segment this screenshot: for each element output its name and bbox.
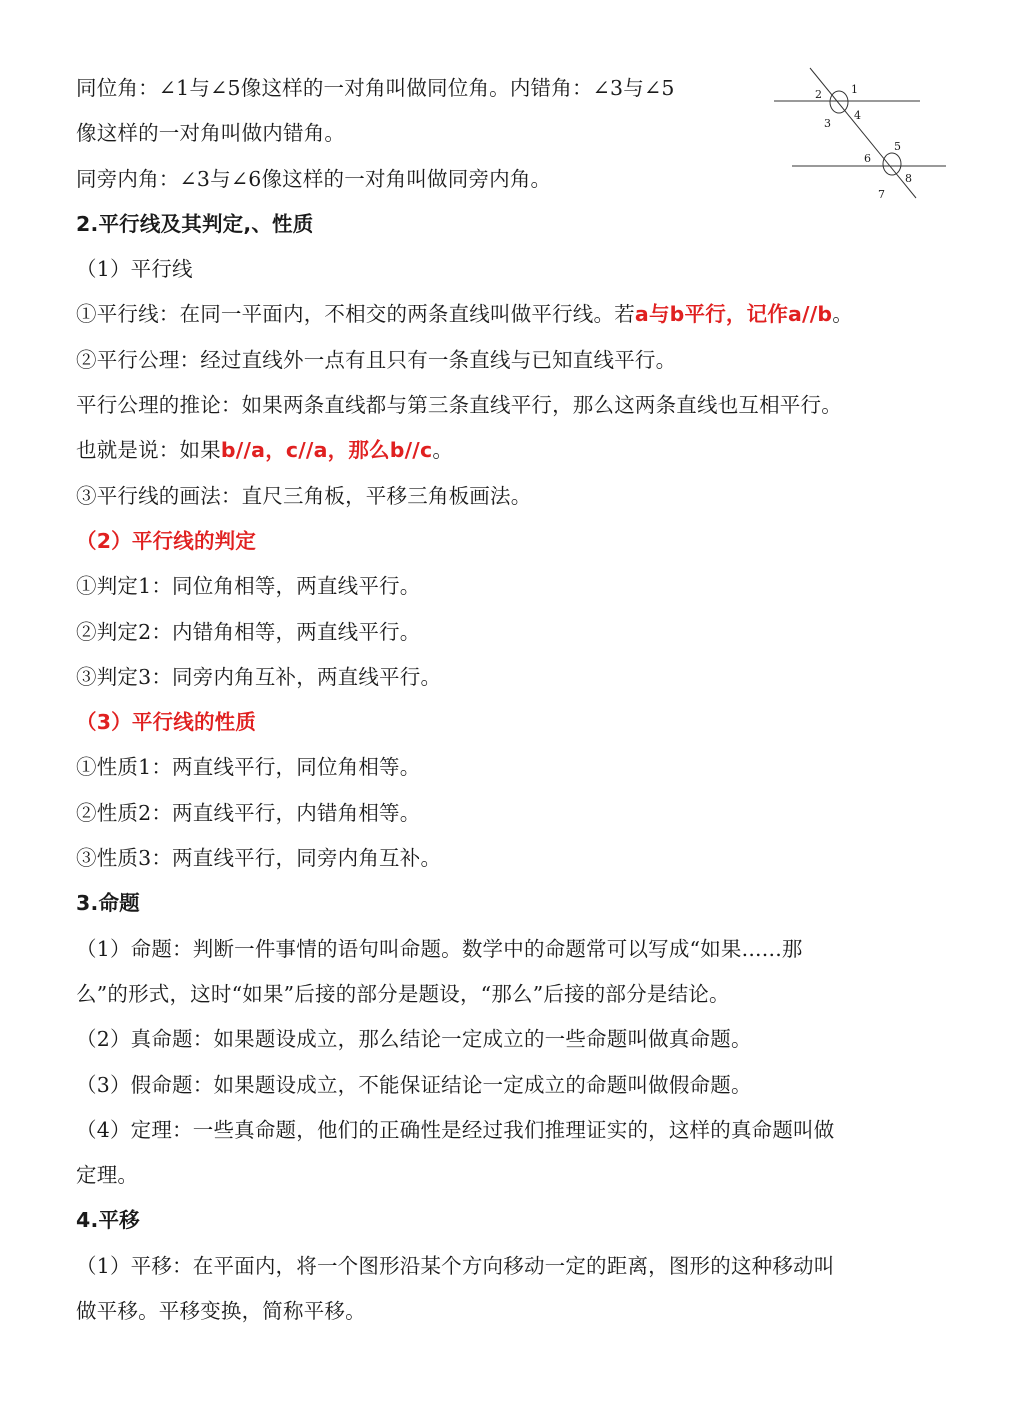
text-line: 定理。: [76, 1163, 139, 1188]
text-line: ③平行线的画法：直尺三角板，平移三角板画法。: [76, 483, 532, 508]
text-line: 么”的形式，这时“如果”后接的部分是题设，“那么”后接的部分是结论。: [76, 981, 730, 1006]
angle-label-5: 5: [894, 140, 901, 153]
angle-label-8: 8: [905, 172, 912, 185]
angle-diagram: [766, 64, 952, 204]
angle-label-4: 4: [854, 109, 861, 122]
text-line: 平行公理的推论：如果两条直线都与第三条直线平行，那么这两条直线也互相平行。: [76, 393, 842, 418]
subsection-heading: （2）平行线的判定: [76, 528, 257, 553]
angle-label-3: 3: [824, 117, 831, 130]
angle-label-1: 1: [851, 83, 858, 96]
text-span: 。: [832, 302, 853, 327]
text-line: 做平移。平移变换，简称平移。: [76, 1299, 366, 1324]
transversal-line: [810, 68, 916, 198]
subsection-heading: （3）平行线的性质: [76, 710, 257, 735]
text-line: ②平行公理：经过直线外一点有且只有一条直线与已知直线平行。: [76, 347, 677, 372]
angle-label-7: 7: [878, 188, 885, 201]
text-line: 同位角：∠1与∠5像这样的一对角叫做同位角。内错角：∠3与∠5: [76, 76, 675, 100]
text-line: （1）平移：在平面内，将一个图形沿某个方向移动一定的距离，图形的这种移动叫: [76, 1253, 835, 1278]
text-line: [76, 428, 936, 473]
text-line: ②性质2：两直线平行，内错角相等。: [76, 800, 421, 825]
text-line: [76, 292, 936, 337]
subsection-heading: （1）平行线: [76, 257, 193, 282]
angle-marker-upper: [830, 91, 848, 113]
text-line: ①性质1：两直线平行，同位角相等。: [76, 755, 421, 780]
section-heading: 2.平行线及其判定,、性质: [76, 211, 314, 236]
text-line: （3）假命题：如果题设成立，不能保证结论一定成立的命题叫做假命题。: [76, 1072, 752, 1097]
text-span: ①平行线：在同一平面内，不相交的两条直线叫做平行线。若: [76, 302, 635, 327]
text-line: ③判定3：同旁内角互补，两直线平行。: [76, 664, 442, 689]
text-line: （1）命题：判断一件事情的语句叫命题。数学中的命题常可以写成“如果......那: [76, 936, 803, 961]
text-line: ③性质3：两直线平行，同旁内角互补。: [76, 846, 442, 871]
angle-label-6: 6: [864, 152, 871, 165]
highlight-span: b//a，c//a，那么b//c: [220, 438, 433, 463]
highlight-span: a与b平行，记作a//b: [634, 302, 833, 327]
document-body: [76, 66, 936, 1334]
section-heading: 4.平移: [76, 1208, 140, 1233]
text-line: （4）定理：一些真命题，他们的正确性是经过我们推理证实的，这样的真命题叫做: [76, 1117, 835, 1142]
text-line: ②判定2：内错角相等，两直线平行。: [76, 619, 421, 644]
text-line: 像这样的一对角叫做内错角。: [76, 121, 346, 146]
text-line: ①判定1：同位角相等，两直线平行。: [76, 574, 421, 599]
text-span: 。: [432, 438, 454, 463]
angle-marker-lower: [883, 153, 901, 175]
text-line: 同旁内角：∠3与∠6像这样的一对角叫做同旁内角。: [76, 166, 552, 191]
section-heading: 3.命题: [76, 891, 140, 916]
text-line: （2）真命题：如果题设成立，那么结论一定成立的一些命题叫做真命题。: [76, 1027, 752, 1052]
text-span: 也就是说：如果: [76, 438, 221, 463]
angle-diagram-svg: [766, 64, 952, 204]
angle-label-2: 2: [815, 88, 822, 101]
